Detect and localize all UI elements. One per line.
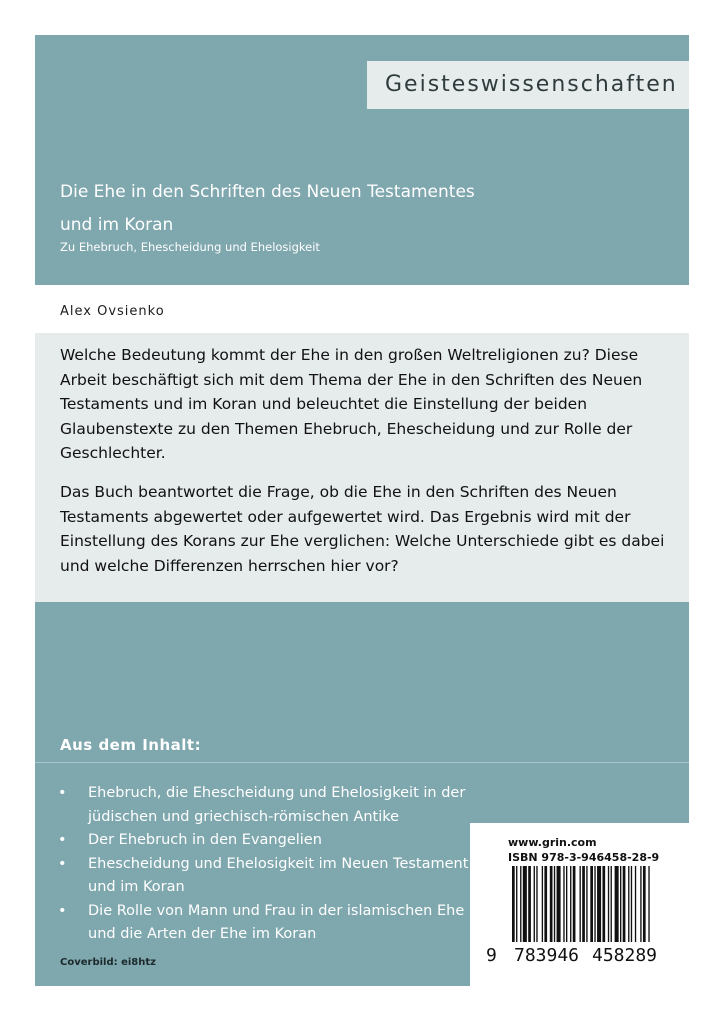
barcode-bar (516, 866, 517, 942)
barcode-bar (563, 866, 564, 942)
barcode-bar (640, 866, 641, 942)
barcode-bar (520, 866, 521, 942)
list-item-text: Ehebruch, die Ehescheidung und Ehelosigkeit in der jüdischen und griechisch-römischen Antike (88, 785, 466, 825)
barcode-bar (594, 866, 595, 942)
book-subtitle: Zu Ehebruch, Ehescheidung und Ehelosigkeit (60, 240, 320, 254)
barcode-bar (536, 866, 537, 942)
barcode-bar (615, 866, 619, 942)
barcode-bar (590, 866, 593, 942)
barcode-digits-left: 783946 (514, 945, 580, 966)
barcode-bar (512, 866, 515, 942)
barcode-bar (523, 866, 527, 942)
publisher-url: www.grin.com (508, 836, 597, 849)
barcode-bar (597, 866, 601, 942)
list-item-text: Ehescheidung und Ehelosigkeit im Neuen Testament und im Koran (88, 855, 469, 895)
bullet-icon: • (58, 832, 67, 848)
barcode-bar (623, 866, 626, 942)
barcode-bar (557, 866, 561, 942)
cover-credit: Coverbild: ei8htz (60, 957, 156, 968)
barcode-bar (635, 866, 636, 942)
list-item (58, 782, 478, 829)
category-label: Geisteswissenschaften (367, 61, 689, 109)
book-title-line-1: Die Ehe in den Schriften des Neuen Testamentes (60, 182, 475, 202)
barcode-digit-first: 9 (486, 945, 497, 966)
barcode-bar (544, 866, 547, 942)
author-name: Alex Ovsienko (60, 304, 165, 319)
description-paragraph-1: Welche Bedeutung kommt der Ehe in den großen Weltreligionen zu? Diese Arbeit beschäftigt sich mit dem Thema der Ehe in den Schriften des Neuen Testaments und im Koran und beleuchtet die Einstellung der beiden Glaubenstexte zu den Themen Ehebruch, Ehescheidung und zur Rolle der Geschlechter. (60, 346, 643, 462)
barcode-bar (582, 866, 585, 942)
book-title-line-2: und im Koran (60, 215, 174, 235)
barcode-bar (573, 866, 576, 942)
barcode-bar (631, 866, 632, 942)
barcode-bar (580, 866, 581, 942)
barcode-bar (620, 866, 621, 942)
barcode-bar (643, 866, 646, 942)
contents-list (58, 782, 478, 947)
bullet-icon: • (58, 785, 67, 801)
contents-divider (35, 762, 689, 763)
list-item (58, 829, 478, 853)
barcode-bar (528, 866, 531, 942)
list-item (58, 853, 478, 900)
barcode-bar (611, 866, 612, 942)
description-paragraph-2: Das Buch beantwortet die Frage, ob die Ehe in den Schriften des Neuen Testaments abgewertet oder aufgewertet wird. Das Ergebnis wird mit der Einstellung des Korans zur Ehe verglichen: Welche Unterschiede gibt es dabei und welche Differenzen herrschen hier vor? (60, 483, 665, 575)
barcode-digits-right: 458289 (592, 945, 658, 966)
list-item-text: Die Rolle von Mann und Frau in der islamischen Ehe und die Arten der Ehe im Koran (88, 902, 465, 942)
barcode-bar (566, 866, 567, 942)
barcode-bar (608, 866, 609, 942)
bullet-icon: • (58, 902, 67, 919)
barcode-bar (534, 866, 535, 942)
bullet-icon: • (58, 855, 67, 872)
book-title (60, 176, 660, 242)
contents-heading: Aus dem Inhalt: (60, 736, 202, 754)
barcode-bar (586, 866, 587, 942)
barcode-bar (570, 866, 571, 942)
list-item (58, 900, 478, 947)
barcode-image (512, 866, 678, 942)
list-item-text: Der Ehebruch in den Evangelien (88, 832, 322, 848)
barcode-bar (628, 866, 629, 942)
barcode-bar (554, 866, 555, 942)
barcode-bar (602, 866, 605, 942)
barcode-bar (648, 866, 649, 942)
barcode-bar (542, 866, 543, 942)
barcode-bar (550, 866, 553, 942)
isbn-number: ISBN 978-3-946458-28-9 (508, 851, 660, 864)
